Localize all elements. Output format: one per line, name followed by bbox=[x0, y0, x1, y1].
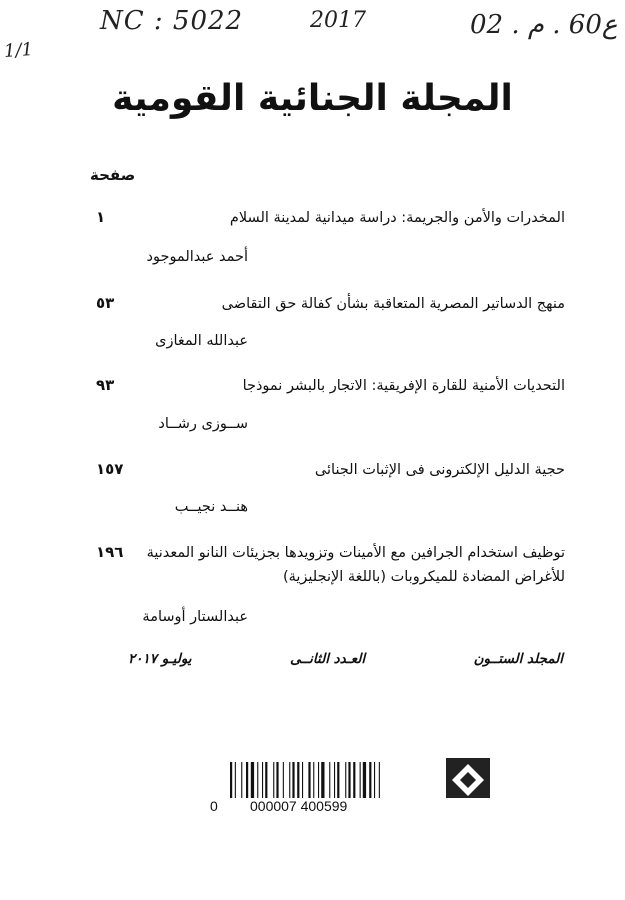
article-page: ١٥٧ bbox=[96, 460, 124, 478]
article-author: عبدالستار أوسامة bbox=[142, 609, 248, 625]
article-author: هنــد نجيــب bbox=[174, 499, 248, 515]
volume-label: المجلد الستــون bbox=[473, 651, 563, 667]
issue-label: العـدد الثانــى bbox=[290, 651, 366, 667]
barcode-number bbox=[210, 798, 500, 814]
article-author: أحمد عبدالموجود bbox=[146, 249, 248, 265]
article-title: التحديات الأمنية للقارة الإفريقية: الاتجار بالبشر نموذجا bbox=[242, 378, 565, 394]
article-title: توظيف استخدام الجرافين مع الأمينات وتزويدها بجزيئات النانو المعدنية للأغراض المضادة للميكروبات (باللغة الإنجليزية) bbox=[146, 545, 565, 585]
article-title: منهج الدساتير المصرية المتعاقبة بشأن كفالة حق التقاضى bbox=[221, 296, 565, 312]
article-page: ٩٣ bbox=[96, 376, 115, 394]
issue-date: يوليـو ٢٠١٧ bbox=[128, 651, 192, 667]
article-page: ١٩٦ bbox=[96, 543, 124, 561]
article-author: ســوزى رشــاد bbox=[158, 416, 248, 432]
handwritten-page-mark: 1/1 bbox=[3, 39, 34, 62]
journal-title: المجلة الجنائية القومية bbox=[112, 78, 513, 119]
handwritten-year: 2017 bbox=[310, 8, 366, 33]
article-title: حجية الدليل الإلكترونى فى الإثبات الجنائى bbox=[314, 462, 565, 478]
article-page: ١ bbox=[96, 208, 106, 226]
page-column-label: صفحة bbox=[90, 166, 136, 184]
handwritten-catalog-number: NC : 5022 bbox=[100, 6, 244, 36]
barcode-first-digit: 0 bbox=[210, 798, 218, 814]
article-author: عبدالله المغازى bbox=[155, 333, 248, 349]
article-title: المخدرات والأمن والجريمة: دراسة ميدانية لمدينة السلام bbox=[229, 210, 565, 226]
article-page: ٥٣ bbox=[96, 294, 115, 312]
barcode-digits: 000007 400599 bbox=[250, 798, 348, 814]
handwritten-shelf-code: 02 . ع60 . م bbox=[470, 10, 618, 40]
